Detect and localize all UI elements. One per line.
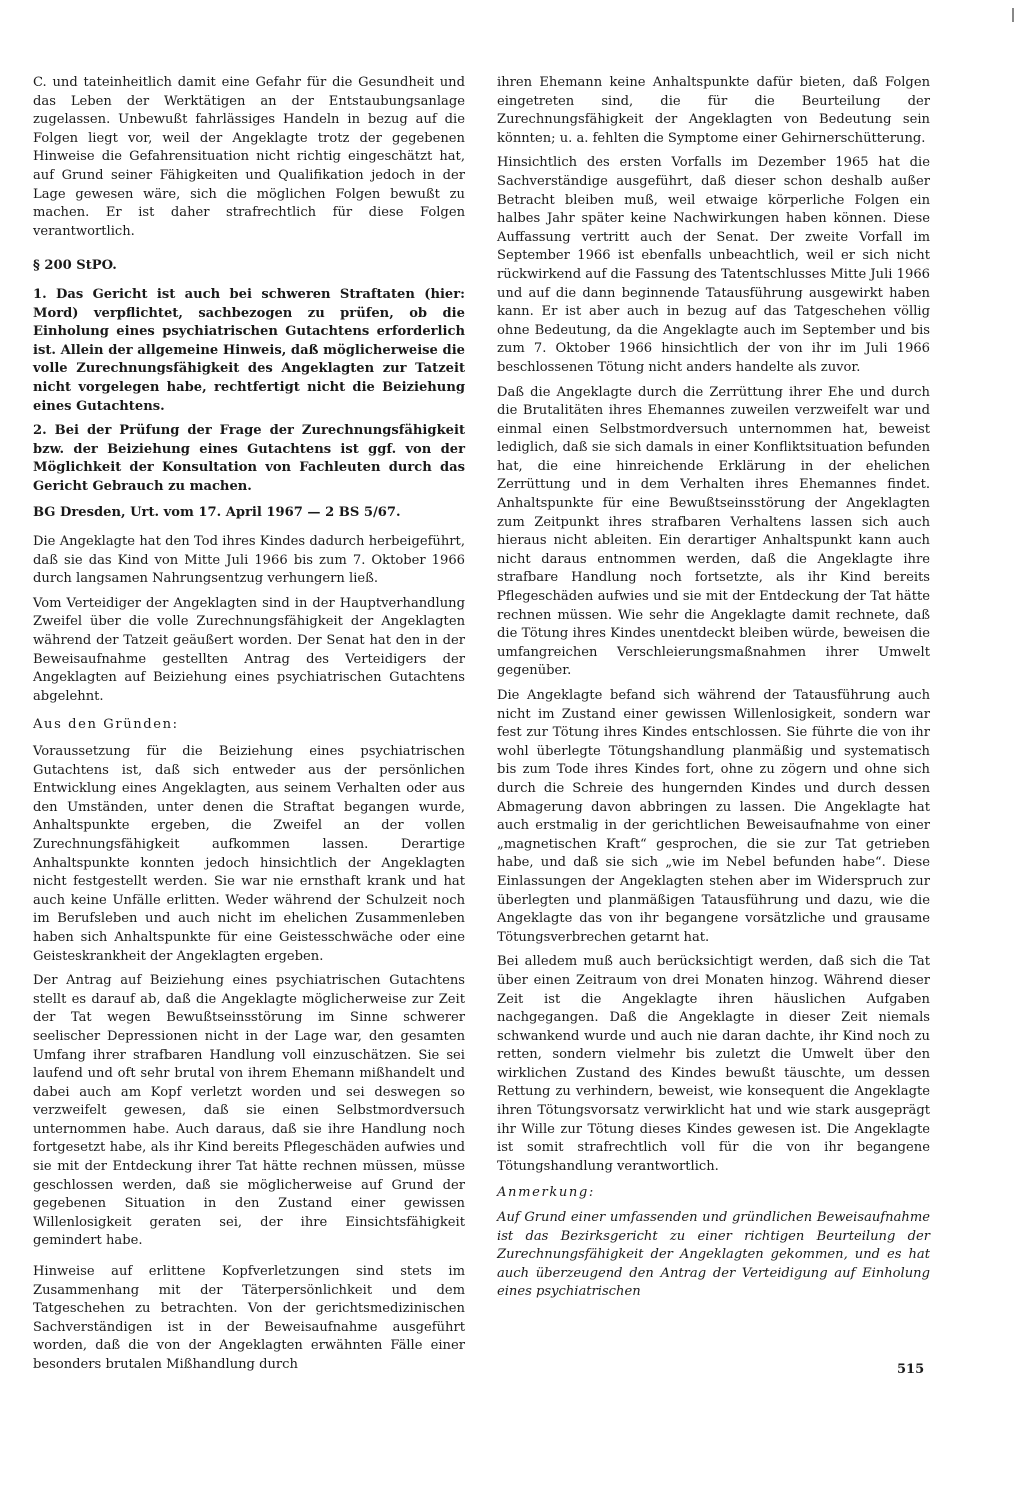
note-text: Auf Grund einer umfassenden und gründlichen Beweisaufnahme ist das Bezirksgericht zu einer richtigen Beurteilung der Zurechnungsfähigkeit der Angeklagten gekommen, und es hat auch überzeugend den Antrag der Verteidigung auf Einholung eines psychiatrischen [497, 1210, 930, 1300]
paragraph: Der Antrag auf Beiziehung eines psychiatrischen Gutachtens stellt es darauf ab, daß die Angeklagte möglicherweise zur Zeit der Tat wegen Bewußtseinsstörung im Sinne schwerer seelischer Depressionen nicht in der Lage war, den gesamten Umfang ihrer strafbaren Handlung voll einzuschätzen. Sie sei laufend und oft sehr brutal von ihrem Ehemann mißhandelt und dabei auch am Kopf verletzt worden und sei deswegen so verzweifelt gewesen, daß sie einen Selbstmordversuch unternommen habe. Auch daraus, daß sie ihre Handlung noch fortgesetzt habe, als ihr Kind bereits Pflegeschäden aufwies und sie mit der Entdeckung ihrer Tat hätte rechnen müssen, müsse geschlossen werden, daß sie möglicherweise auf Grund der gegebenen Situation in den Zustand einer gewissen Willenlosigkeit geraten sei, der ihre Einsichtsfähigkeit gemindert habe. [33, 973, 465, 1249]
scan-mark [1012, 8, 1014, 22]
paragraph: Bei alledem muß auch berücksichtigt werden, daß sich die Tat über einen Zeitraum von drei Monaten hinzog. Während dieser Zeit ist die Angeklagte ihren häuslichen Aufgaben nachgegangen. Daß die Angeklagte in dieser Zeit niemals schwankend wurde und auch nie daran dachte, ihr Kind noch zu retten, sondern vielmehr bis zuletzt die Umwelt über den wirklichen Zustand des Kindes bewußt täuschte, um dessen Rettung zu verhindern, beweist, wie konsequent die Angeklagte ihren Tötungsvorsatz verwirklicht hat und wie stark ausgeprägt ihr Wille zur Tötung dieses Kindes gewesen ist. Die Angeklagte ist somit strafrechtlich voll für die von ihr begangene Tötungshandlung verantwortlich. [497, 954, 930, 1174]
court-citation: BG Dresden, Urt. vom 17. April 1967 — 2 BS 5/67. [33, 505, 401, 521]
reasons-heading: Aus den Gründen: [33, 717, 179, 733]
headnote-1: 1. Das Gericht ist auch bei schweren Straftaten (hier: Mord) verpflichtet, sachbezogen zu prüfen, ob die Einholung eines psychiatrischen Gutachtens erforderlich ist. Allein der allgemeine Hinweis, daß möglicherweise die volle Zurechnungsfähigkeit des Angeklagten zur Tatzeit nicht vorgelegen habe, rechtfertigt nicht die Beiziehung eines Gutachtens. [33, 286, 465, 414]
left-column [33, 74, 465, 1381]
paragraph: Die Angeklagte hat den Tod ihres Kindes dadurch herbeigeführt, daß sie das Kind von Mitte Juli 1966 bis zum 7. Oktober 1966 durch langsamen Nahrungsentzug verhungern ließ. [33, 534, 465, 587]
paragraph: C. und tateinheitlich damit eine Gefahr für die Gesundheit und das Leben der Werktätigen an der Entstaubungsanlage zugelassen. Unbewußt fahrlässiges Handeln in bezug auf die Folgen liegt vor, weil der Angeklagte trotz der gegebenen Hinweise die Gefahrensituation nicht richtig eingeschätzt hat, auf Grund seiner Fähigkeiten und Qualifikation jedoch in der Lage gewesen wäre, sich die möglichen Folgen bewußt zu machen. Er ist daher strafrechtlich für diese Folgen verantwortlich. [33, 75, 465, 239]
note-heading: Anmerkung: [497, 1185, 595, 1201]
paragraph: Die Angeklagte befand sich während der Tatausführung auch nicht im Zustand einer gewissen Willenlosigkeit, sondern war fest zur Tötung ihres Kindes entschlossen. Sie führte die von ihr wohl überlegte Tötungshandlung planmäßig und systematisch bis zum Tode ihres Kindes fort, ohne zu zögern und ohne sich durch die Schreie des hungernden Kindes und durch dessen Abmagerung davon abbringen zu lassen. Die Angeklagte hat auch erstmalig in der gerichtlichen Beweisaufnahme von einer „magnetischen Kraft“ gesprochen, die sie zur Tat getrieben habe, und daß sie sich „wie im Nebel befunden habe“. Diese Einlassungen der Angeklagten stehen aber im Widerspruch zur überlegten und planmäßigen Tatausführung und dazu, wie die Angeklagte das von ihr begangene vorsätzliche und grausame Tötungsverbrechen getarnt hat. [497, 688, 930, 945]
headnote-2: 2. Bei der Prüfung der Frage der Zurechnungsfähigkeit bzw. der Beiziehung eines Gutachtens ist ggf. von der Möglichkeit der Konsultation von Fachleuten durch das Gericht Gebrauch zu machen. [33, 423, 465, 494]
paragraph: Hinsichtlich des ersten Vorfalls im Dezember 1965 hat die Sachverständige ausgeführt, daß dieser schon deshalb außer Betracht bleiben muß, weil etwaige körperliche Folgen ein halbes Jahr später keine Nachwirkungen haben können. Diese Auffassung vertritt auch der Senat. Der zweite Vorfall im September 1966 ist ebenfalls unbeachtlich, weil er sich nicht rückwirkend auf die Fassung des Tatentschlusses Mitte Juli 1966 und auf die dann beginnende Tatausführung ausgewirkt haben kann. Er ist aber auch in bezug auf das Tatgeschehen völlig ohne Bedeutung, da die Angeklagte auch im September und bis zum 7. Oktober 1966 hinsichtlich der von ihr im Juli 1966 beschlossenen Tötung nicht anders handelte als zuvor. [497, 155, 930, 375]
page-number: 515 [897, 1362, 925, 1377]
paragraph: ihren Ehemann keine Anhaltspunkte dafür bieten, daß Folgen eingetreten sind, die für die Beurteilung der Zurechnungsfähigkeit der Angeklagten von Bedeutung sein könnten; u. a. fehlten die Symptome einer Gehirnerschütterung. [497, 75, 930, 146]
paragraph: Vom Verteidiger der Angeklagten sind in der Hauptverhandlung Zweifel über die volle Zurechnungsfähigkeit der Angeklagten während der Tatzeit geäußert worden. Der Senat hat den in der Beweisaufnahme gestellten Antrag des Verteidigers der Angeklagten auf Beiziehung eines psychiatrischen Gutachtens abgelehnt. [33, 595, 465, 704]
right-column [497, 74, 930, 1308]
paragraph: Daß die Angeklagte durch die Zerrüttung ihrer Ehe und durch die Brutalitäten ihres Ehemannes zuweilen verzweifelt war und einmal einen Selbstmordversuch unternommen hat, beweist lediglich, daß sie sich damals in einer Konfliktsituation befunden hat, die eine hinreichende Erklärung in der ehelichen Zerrüttung und in dem Verhalten ihres Ehemannes findet. Anhaltspunkte für eine Bewußtseinsstörung der Angeklagten zum Zeitpunkt ihres strafbaren Verhaltens lassen sich auch hieraus nicht ableiten. Ein derartiger Anhaltspunkt kann auch nicht daraus entnommen werden, daß die Angeklagte ihre strafbare Handlung noch fortsetzte, als ihr Kind bereits Pflegeschäden aufwies und sie mit der Entdeckung der Tat hätte rechnen müssen. Wie sehr die Angeklagte damit rechnete, daß die Tötung ihres Kindes unentdeckt bleiben würde, beweisen die umfangreichen Verschleierungsmaßnahmen ihrer Umwelt gegenüber. [497, 384, 930, 679]
section-heading: § 200 StPO. [33, 258, 117, 274]
paragraph: Hinweise auf erlittene Kopfverletzungen sind stets im Zusammenhang mit der Täterpersönlichkeit und dem Tatgeschehen zu betrachten. Von der gerichtsmedizinischen Sachverständigen ist in der Beweisaufnahme ausgeführt worden, daß die von der Angeklagten erwähnten Fälle einer besonders brutalen Mißhandlung durch [33, 1264, 465, 1372]
paragraph: Voraussetzung für die Beiziehung eines psychiatrischen Gutachtens ist, daß sich entweder aus der persönlichen Entwicklung eines Angeklagten, aus seinem Verhalten oder aus den Umständen, unter denen die Straftat begangen wurde, Anhaltspunkte ergeben, die Zweifel an der vollen Zurechnungsfähigkeit aufkommen lassen. Derartige Anhaltspunkte konnten jedoch hinsichtlich der Angeklagten nicht festgestellt werden. Sie war nie ernsthaft krank und hat auch keine Unfälle erlitten. Weder während der Schulzeit noch im Berufsleben und auch nicht im ehelichen Zusammenleben haben sich Anhaltspunkte für eine Geistesschwäche oder eine Geisteskrankheit der Angeklagten ergeben. [33, 744, 465, 964]
